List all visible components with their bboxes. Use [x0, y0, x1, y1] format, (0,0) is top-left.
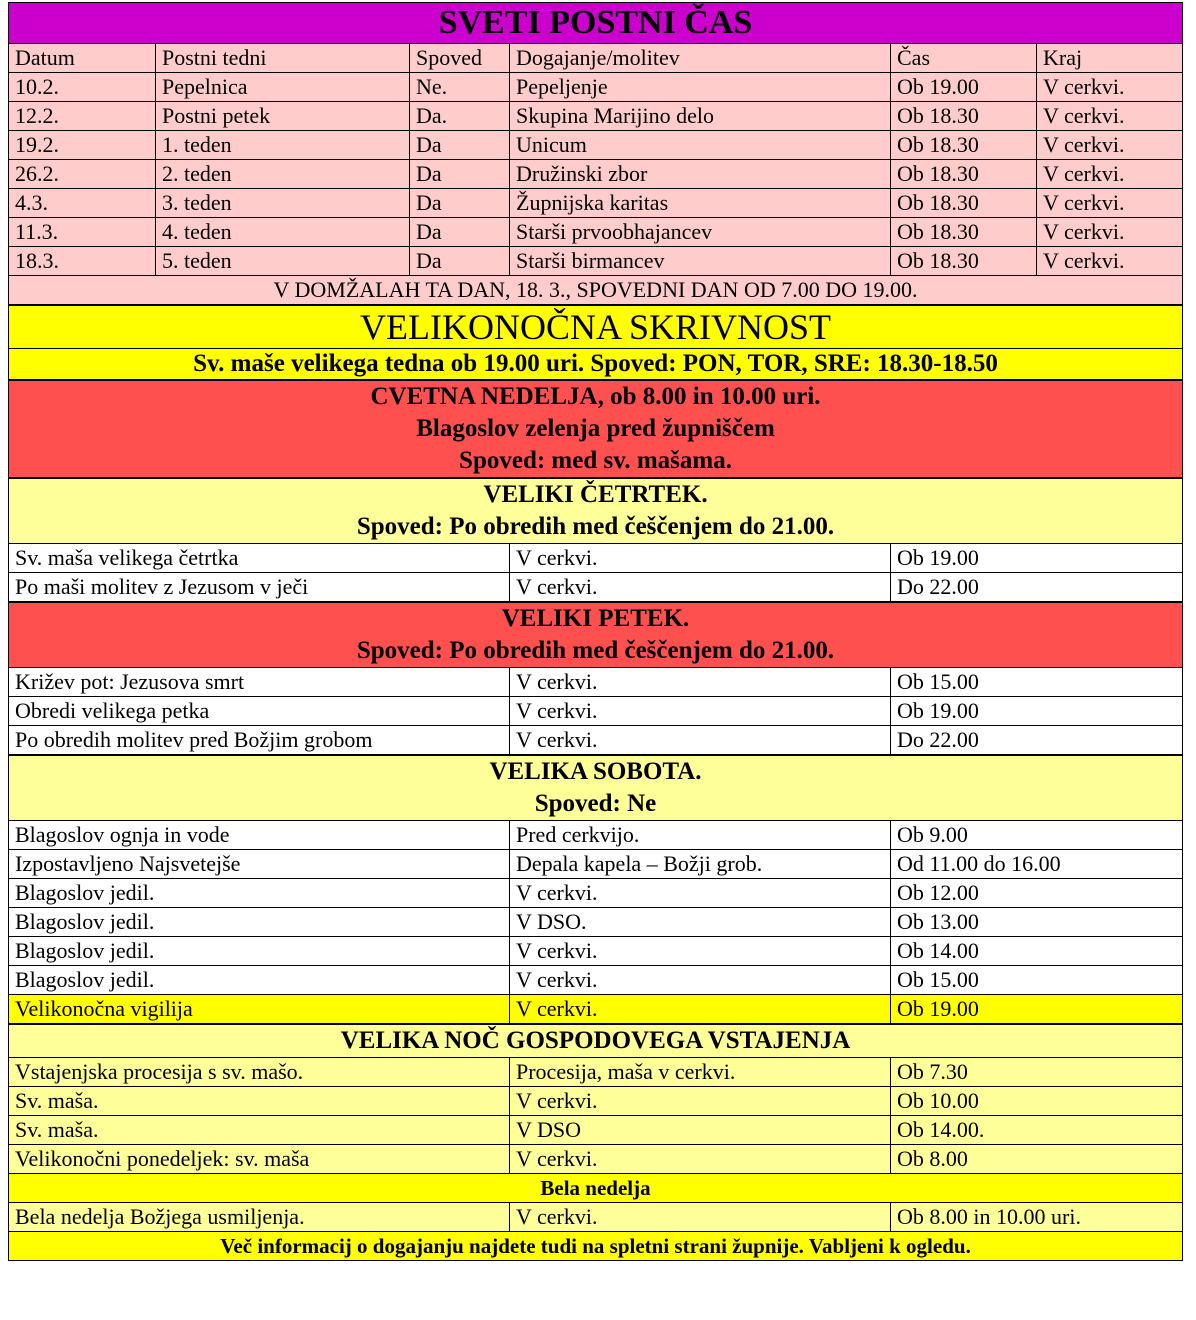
table-row — [9, 966, 1183, 995]
cell-confession: Da — [410, 218, 510, 247]
lent-title: SVETI POSTNI ČAS — [9, 3, 1183, 44]
table-row — [9, 131, 1183, 160]
table-row — [9, 1145, 1183, 1174]
cell-place: V cerkvi. — [510, 726, 891, 756]
palm-sunday-title: CVETNA NEDELJA, ob 8.00 in 10.00 uri. — [9, 380, 1183, 413]
cell-place: Depala kapela – Božji grob. — [510, 850, 891, 879]
table-row — [9, 218, 1183, 247]
cell-week: 4. teden — [156, 218, 410, 247]
holy-saturday-confession: Spoved: Ne — [9, 788, 1183, 821]
white-sunday-title: Bela nedelja — [9, 1174, 1183, 1203]
cell-place: Procesija, maša v cerkvi. — [510, 1058, 891, 1087]
table-row — [9, 573, 1183, 603]
cell-event: Križev pot: Jezusova smrt — [9, 668, 510, 697]
cell-time: Ob 19.00 — [891, 995, 1183, 1025]
header-time: Čas — [891, 44, 1037, 73]
cell-confession: Da. — [410, 102, 510, 131]
cell-place: V cerkvi. — [1037, 102, 1183, 131]
cell-confession: Da — [410, 247, 510, 276]
holy-thursday-title: VELIKI ČETRTEK. — [9, 478, 1183, 511]
cell-week: 3. teden — [156, 189, 410, 218]
holy-saturday-title: VELIKA SOBOTA. — [9, 755, 1183, 788]
cell-week: Postni petek — [156, 102, 410, 131]
holy-thursday-confession: Spoved: Po obredih med češčenjem do 21.00. — [9, 511, 1183, 544]
cell-place: V cerkvi. — [510, 966, 891, 995]
cell-week: 2. teden — [156, 160, 410, 189]
cell-time: Ob 18.30 — [891, 218, 1037, 247]
cell-time: Ob 18.30 — [891, 131, 1037, 160]
cell-time: Ob 18.30 — [891, 102, 1037, 131]
table-row — [9, 1087, 1183, 1116]
cell-time: Ob 19.00 — [891, 544, 1183, 573]
cell-event: Izpostavljeno Najsvetejše — [9, 850, 510, 879]
cell-week: Pepelnica — [156, 73, 410, 102]
cell-confession: Da — [410, 131, 510, 160]
palm-sunday-confession: Spoved: med sv. mašama. — [9, 445, 1183, 478]
cell-time: Ob 14.00. — [891, 1116, 1183, 1145]
cell-event: Vstajenjska procesija s sv. mašo. — [9, 1058, 510, 1087]
cell-place: V cerkvi. — [1037, 189, 1183, 218]
cell-event: Blagoslov jedil. — [9, 966, 510, 995]
cell-time: Ob 18.30 — [891, 189, 1037, 218]
cell-place: V cerkvi. — [510, 573, 891, 603]
cell-time: Ob 15.00 — [891, 966, 1183, 995]
table-row — [9, 697, 1183, 726]
cell-event: Župnijska karitas — [510, 189, 891, 218]
cell-date: 12.2. — [9, 102, 156, 131]
cell-time: Ob 8.00 — [891, 1145, 1183, 1174]
cell-time: Ob 12.00 — [891, 879, 1183, 908]
cell-time: Do 22.00 — [891, 573, 1183, 603]
cell-event: Skupina Marijino delo — [510, 102, 891, 131]
schedule-table — [8, 2, 1183, 1261]
cell-place: V cerkvi. — [1037, 73, 1183, 102]
cell-time: Ob 14.00 — [891, 937, 1183, 966]
cell-date: 26.2. — [9, 160, 156, 189]
cell-time: Ob 10.00 — [891, 1087, 1183, 1116]
header-date: Datum — [9, 44, 156, 73]
lent-note: V DOMŽALAH TA DAN, 18. 3., SPOVEDNI DAN OD 7.00 DO 19.00. — [9, 276, 1183, 306]
cell-event: Blagoslov jedil. — [9, 879, 510, 908]
header-confession: Spoved — [410, 44, 510, 73]
cell-place: V cerkvi. — [1037, 218, 1183, 247]
schedule-sheet — [8, 2, 1182, 1261]
cell-place: V cerkvi. — [1037, 131, 1183, 160]
cell-event: Velikonočni ponedeljek: sv. maša — [9, 1145, 510, 1174]
cell-place: V cerkvi. — [1037, 160, 1183, 189]
cell-date: 10.2. — [9, 73, 156, 102]
cell-place: V cerkvi. — [510, 995, 891, 1025]
cell-event: Unicum — [510, 131, 891, 160]
table-row — [9, 102, 1183, 131]
cell-confession: Da — [410, 189, 510, 218]
cell-event: Družinski zbor — [510, 160, 891, 189]
cell-event: Bela nedelja Božjega usmiljenja. — [9, 1203, 510, 1232]
table-row — [9, 850, 1183, 879]
good-friday-title: VELIKI PETEK. — [9, 602, 1183, 635]
cell-time: Do 22.00 — [891, 726, 1183, 756]
table-row — [9, 668, 1183, 697]
cell-event: Sv. maša. — [9, 1116, 510, 1145]
easter-title: VELIKONOČNA SKRIVNOST — [9, 305, 1183, 349]
cell-place: V cerkvi. — [510, 544, 891, 573]
good-friday-confession: Spoved: Po obredih med češčenjem do 21.00. — [9, 635, 1183, 668]
cell-place: V DSO. — [510, 908, 891, 937]
cell-time: Od 11.00 do 16.00 — [891, 850, 1183, 879]
cell-event: Po maši molitev z Jezusom v ječi — [9, 573, 510, 603]
cell-date: 18.3. — [9, 247, 156, 276]
cell-place: V cerkvi. — [510, 668, 891, 697]
header-week: Postni tedni — [156, 44, 410, 73]
cell-event: Sv. maša. — [9, 1087, 510, 1116]
table-row — [9, 1116, 1183, 1145]
cell-confession: Da — [410, 160, 510, 189]
cell-event: Sv. maša velikega četrtka — [9, 544, 510, 573]
cell-event: Starši prvoobhajancev — [510, 218, 891, 247]
cell-date: 11.3. — [9, 218, 156, 247]
cell-time: Ob 7.30 — [891, 1058, 1183, 1087]
cell-event: Po obredih molitev pred Božjim grobom — [9, 726, 510, 756]
cell-time: Ob 18.30 — [891, 160, 1037, 189]
cell-event: Pepeljenje — [510, 73, 891, 102]
palm-sunday-blessing: Blagoslov zelenja pred župniščem — [9, 413, 1183, 445]
cell-confession: Ne. — [410, 73, 510, 102]
cell-place: V cerkvi. — [1037, 247, 1183, 276]
cell-week: 5. teden — [156, 247, 410, 276]
cell-time: Ob 19.00 — [891, 73, 1037, 102]
cell-event: Starši birmancev — [510, 247, 891, 276]
cell-time: Ob 15.00 — [891, 668, 1183, 697]
cell-place: Pred cerkvijo. — [510, 821, 891, 850]
cell-place: V cerkvi. — [510, 1087, 891, 1116]
cell-place: V cerkvi. — [510, 937, 891, 966]
table-row — [9, 1203, 1183, 1232]
vigil-row — [9, 995, 1183, 1025]
cell-place: V DSO — [510, 1116, 891, 1145]
lent-header-row — [9, 44, 1183, 73]
cell-time: Ob 13.00 — [891, 908, 1183, 937]
table-row — [9, 544, 1183, 573]
cell-place: V cerkvi. — [510, 1145, 891, 1174]
header-event: Dogajanje/molitev — [510, 44, 891, 73]
header-place: Kraj — [1037, 44, 1183, 73]
cell-time: Ob 18.30 — [891, 247, 1037, 276]
cell-date: 4.3. — [9, 189, 156, 218]
cell-event: Obredi velikega petka — [9, 697, 510, 726]
cell-event: Velikonočna vigilija — [9, 995, 510, 1025]
cell-time: Ob 8.00 in 10.00 uri. — [891, 1203, 1183, 1232]
cell-time: Ob 19.00 — [891, 697, 1183, 726]
table-row — [9, 73, 1183, 102]
cell-place: V cerkvi. — [510, 1203, 891, 1232]
table-row — [9, 160, 1183, 189]
cell-event: Blagoslov jedil. — [9, 908, 510, 937]
cell-event: Blagoslov ognja in vode — [9, 821, 510, 850]
cell-event: Blagoslov jedil. — [9, 937, 510, 966]
table-row — [9, 189, 1183, 218]
table-row — [9, 247, 1183, 276]
easter-night-title: VELIKA NOČ GOSPODOVEGA VSTAJENJA — [9, 1024, 1183, 1058]
footer-note: Več informacij o dogajanju najdete tudi na spletni strani župnije. Vabljeni k ogledu. — [9, 1232, 1183, 1261]
table-row — [9, 821, 1183, 850]
table-row — [9, 908, 1183, 937]
cell-date: 19.2. — [9, 131, 156, 160]
table-row — [9, 879, 1183, 908]
cell-time: Ob 9.00 — [891, 821, 1183, 850]
cell-week: 1. teden — [156, 131, 410, 160]
cell-place: V cerkvi. — [510, 697, 891, 726]
table-row — [9, 1058, 1183, 1087]
table-row — [9, 937, 1183, 966]
easter-subtitle: Sv. maše velikega tedna ob 19.00 uri. Spoved: PON, TOR, SRE: 18.30-18.50 — [9, 349, 1183, 381]
cell-place: V cerkvi. — [510, 879, 891, 908]
table-row — [9, 726, 1183, 756]
